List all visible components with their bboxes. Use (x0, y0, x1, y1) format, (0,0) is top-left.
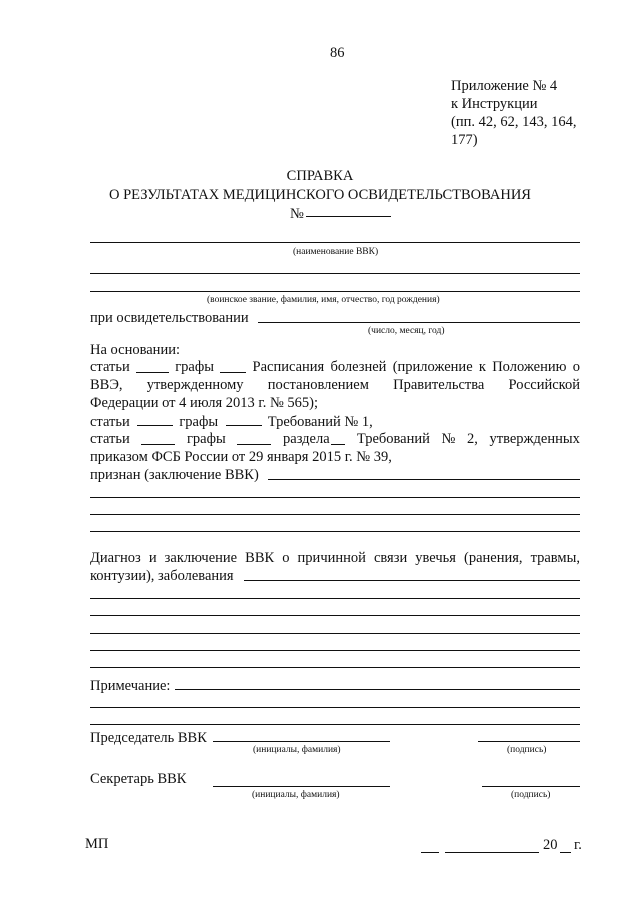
article-field[interactable] (137, 412, 173, 426)
conclusion-line-1[interactable] (268, 479, 580, 480)
word: графы (175, 359, 215, 375)
word: ВВК (245, 550, 275, 566)
word: утвержденному (146, 377, 244, 393)
word: (ранения, (464, 550, 523, 566)
secretary-label: Секретарь ВВК (90, 771, 187, 787)
document-title: СПРАВКА (286, 168, 354, 184)
word: Расписания (252, 359, 325, 375)
word: постановлением (267, 377, 369, 393)
column-field[interactable] (220, 358, 246, 373)
note-line-3[interactable] (90, 724, 580, 725)
word: ВВЭ, (90, 377, 123, 393)
word: связи (373, 550, 408, 566)
number-label: № (290, 206, 304, 222)
document-subtitle: О РЕЗУЛЬТАТАХ МЕДИЦИНСКОГО ОСВИДЕТЕЛЬСТВОВАНИЯ (109, 187, 531, 203)
column-field[interactable] (237, 430, 271, 445)
word: и (148, 550, 157, 566)
number-field-line[interactable] (306, 216, 391, 217)
basis-1-line-1 (90, 358, 580, 376)
seal-label: МП (85, 836, 109, 852)
diagnosis-line-1 (90, 549, 580, 567)
word: раздела (283, 431, 330, 447)
word: Правительства (393, 377, 485, 393)
secretary-name-caption: (инициалы, фамилия) (252, 790, 340, 800)
appendix-line-2: к Инструкции (451, 96, 538, 112)
column-field[interactable] (226, 412, 262, 426)
vvk-name-line[interactable] (90, 242, 580, 243)
word: Диагноз (90, 550, 141, 566)
word: болезней (330, 359, 387, 375)
word: заключение (164, 550, 238, 566)
conclusion-line-3[interactable] (90, 514, 580, 515)
chairman-name-line[interactable] (213, 741, 390, 742)
note-label: Примечание: (90, 678, 171, 694)
word: Требований (356, 431, 430, 447)
word: утвержденных (489, 431, 580, 447)
vvk-name-caption: (наименование ВВК) (293, 247, 379, 257)
examination-label: при освидетельствовании (90, 310, 249, 326)
conclusion-line-2[interactable] (90, 497, 580, 498)
chairman-name-caption: (инициалы, фамилия) (253, 745, 341, 755)
basis-3-line-1 (90, 430, 580, 448)
note-line-2[interactable] (90, 707, 580, 708)
year-prefix: 20 (543, 837, 558, 853)
chairman-signature-caption: (подпись) (507, 745, 547, 755)
article-field[interactable] (141, 430, 175, 445)
section-field[interactable] (331, 430, 345, 445)
word: причинной (297, 550, 366, 566)
year-suffix: г. (574, 837, 582, 853)
diagnosis-line-2: контузии), заболевания (90, 568, 234, 584)
basis-1-line-2 (90, 376, 580, 394)
word: (приложение (392, 359, 473, 375)
word: Требований № 1, (267, 414, 373, 430)
diagnosis-field-line-2[interactable] (90, 598, 580, 599)
word: о (572, 359, 580, 375)
appendix-line-1: Приложение № 4 (451, 78, 558, 94)
month-line[interactable] (445, 852, 539, 853)
word: к (478, 359, 486, 375)
appendix-line-3: (пп. 42, 62, 143, 164, (451, 114, 577, 130)
person-caption: (воинское звание, фамилия, имя, отчество, год рождения) (207, 295, 440, 305)
word: графы (186, 431, 226, 447)
word: статьи (90, 359, 130, 375)
year-field-line[interactable] (560, 852, 571, 853)
note-line-1[interactable] (175, 689, 580, 690)
day-line[interactable] (421, 852, 439, 853)
secretary-signature-line[interactable] (482, 786, 580, 787)
diagnosis-field-line-3[interactable] (90, 615, 580, 616)
word: травмы, (530, 550, 580, 566)
appendix-line-4: 177) (451, 132, 478, 148)
basis-3-line-2: приказом ФСБ России от 29 января 2015 г. № 39, (90, 449, 392, 465)
diagnosis-field-line-5[interactable] (90, 650, 580, 651)
basis-label: На основании: (90, 342, 180, 358)
word: Российской (508, 377, 580, 393)
word: статьи (90, 414, 130, 430)
diagnosis-field-line-6[interactable] (90, 667, 580, 668)
secretary-signature-caption: (подпись) (511, 790, 551, 800)
word: графы (179, 414, 219, 430)
word: о (282, 550, 290, 566)
article-field[interactable] (136, 358, 169, 373)
basis-1-line-3: Федерации от 4 июля 2013 г. № 565); (90, 395, 319, 411)
word: 2, (467, 431, 478, 447)
word: Положению (492, 359, 567, 375)
diagnosis-field-line-4[interactable] (90, 633, 580, 634)
date-caption: (число, месяц, год) (368, 326, 445, 336)
conclusion-line-4[interactable] (90, 531, 580, 532)
basis-2-line (90, 412, 373, 431)
chairman-label: Председатель ВВК (90, 730, 207, 746)
person-line-2[interactable] (90, 291, 580, 292)
page-number: 86 (330, 45, 345, 61)
word: увечья (415, 550, 456, 566)
word: статьи (90, 431, 130, 447)
examination-date-line[interactable] (258, 322, 580, 323)
secretary-name-line[interactable] (213, 786, 390, 787)
person-line-1[interactable] (90, 273, 580, 274)
diagnosis-field-line-1[interactable] (244, 580, 580, 581)
chairman-signature-line[interactable] (478, 741, 580, 742)
recognized-label: признан (заключение ВВК) (90, 467, 259, 483)
word: № (441, 431, 456, 447)
